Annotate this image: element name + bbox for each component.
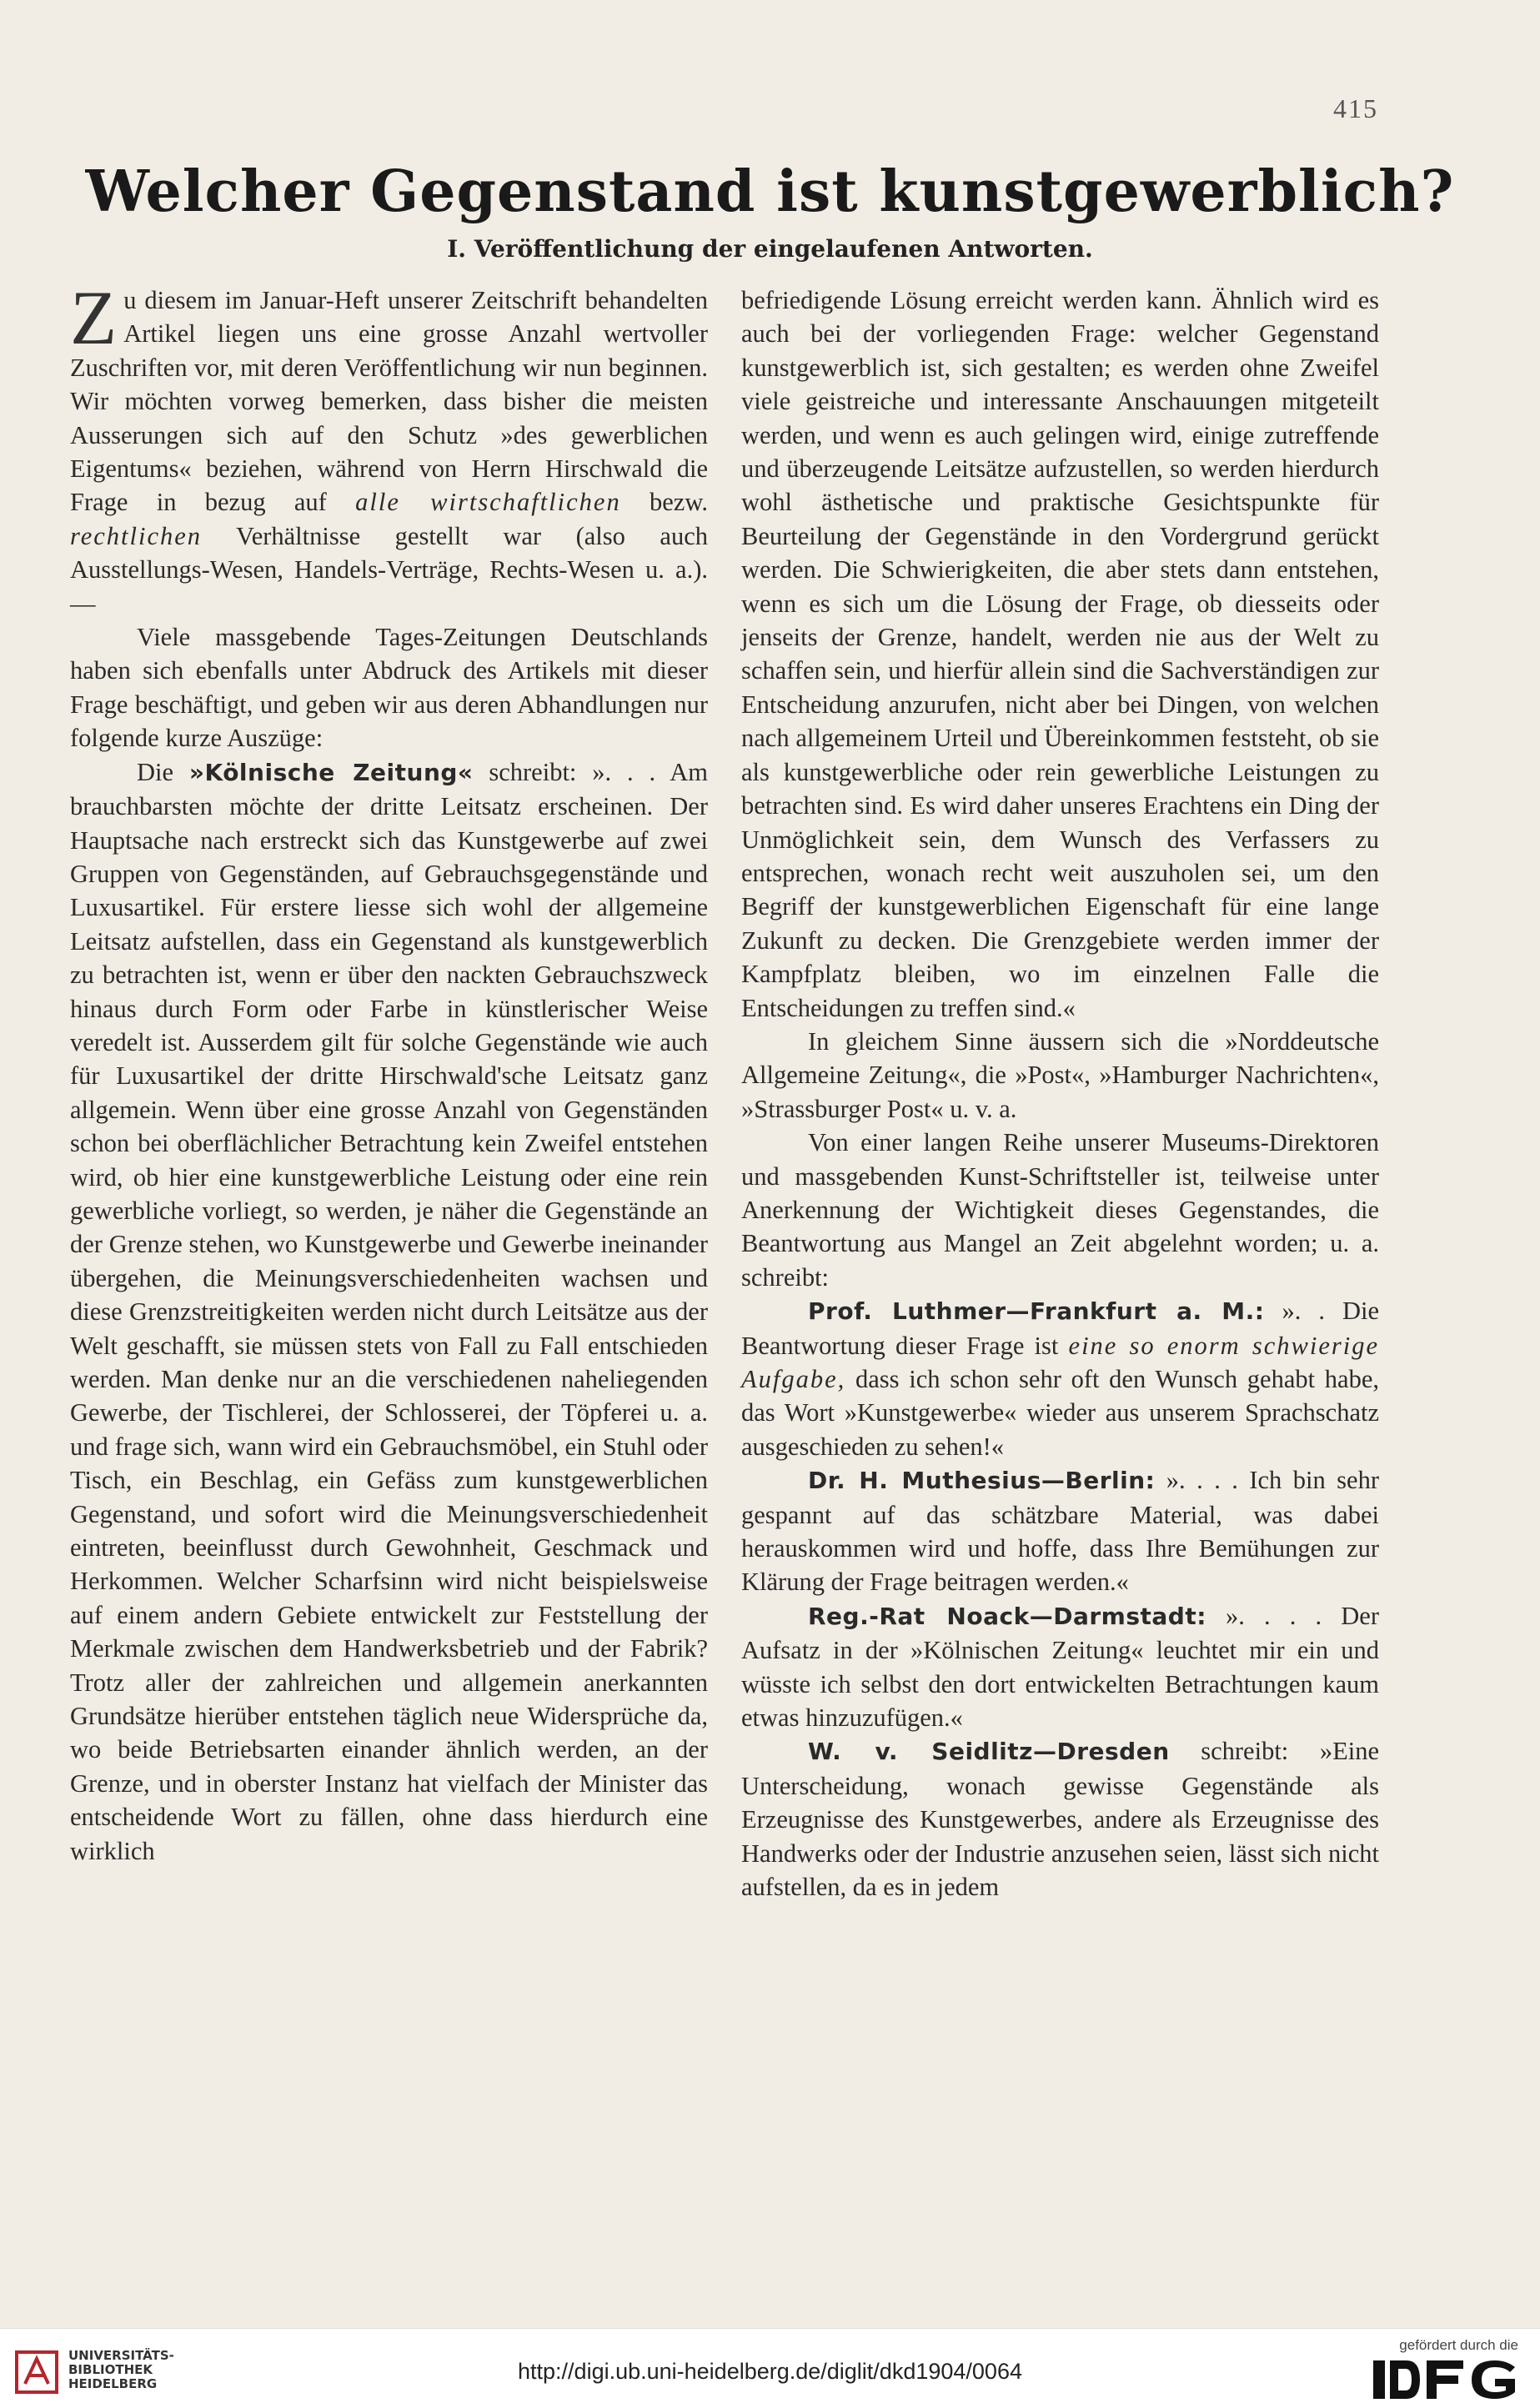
left-column (70, 275, 709, 1868)
emphasis-text: alle wirtschaftlichen (355, 488, 621, 517)
source-heading: Dr. H. Muthesius—Berlin: (808, 1467, 1156, 1495)
paragraph-muthesius (741, 1463, 1379, 1599)
paragraph-luthmer (741, 1294, 1379, 1463)
text-run: schreibt: ». . . Am brauchbarsten möchte der dritte Leitsatz erscheinen. Der Hauptsache nach erstreckt sich das Kunstgewerbe auf zwei Gruppen von Gegenständen, auf Gebrauchsgegenstände und Luxusartikel. Für erstere liesse sich wohl der allgemeine Leitsatz aufstellen, dass ein Gegenstand als kunstgewerblich zu betrachten ist, wenn er über den nackten Gebrauchszweck hinaus durch Form oder Farbe in künstlerischer Weise veredelt ist. Ausserdem gilt für solche Gegenstände wie auch für Luxusartikel der dritte Hirschwald'sche Leitsatz ganz allgemein. Wenn über eine grosse Anzahl von Gegenständen schon bei oberflächlicher Betrachtung kein Zweifel entstehen wird, ob hier eine kunstgewerbliche Leistung oder eine rein gewerbliche vorliegt, so werden, je näher die Gegenstände an der Grenze stehen, wo Kunstgewerbe und Gewerbe ineinander übergehen, die Meinungsverschiedenheiten wachsen und diese Grenzstreitigkeiten werden nicht durch Leitsätze aus der Welt geschafft, sie müssen stets von Fall zu Fall entschieden werden. Man denke nur an die verschiedenen naheliegenden Gewerbe, der Tischlerei, der Schlosserei, der Töpferei u. a. und frage sich, wann wird ein Gebrauchsmöbel, ein Stuhl oder Tisch, ein Beschlag, ein Gefäss zum kunstgewerblichen Gegenstand, und sofort wird die Meinungsverschiedenheit eintreten, beeinflusst durch Gewohnheit, Geschmack und Herkommen. Welcher Scharfsinn wird nicht beispielsweise auf einem andern Gebiete entwickelt zur Feststellung der Merkmale zwischen dem Handwerksbetrieb und der Fabrik? Trotz aller der zahlreichen und allgemein anerkannten Grundsätze hierüber entstehen täglich neue Widersprüche da, wo beide Betriebsarten einander ähnlich werden, an der Grenze, und in oberster Instanz hat vielfach der Minister das entscheidende Wort zu fällen, ohne dass hierdurch eine wirklich (70, 757, 709, 1865)
text-run: u diesem im Januar-Heft unserer Zeitschrift behandelten Artikel liegen uns eine grosse Anzahl wertvoller Zuschriften vor, mit deren Veröffentlichung wir nun beginnen. Wir möchten vorweg bemerken, dass bisher die meisten Ausserungen sich auf den Schutz »des gewerblichen Eigentums« beziehen, während von Herrn Hirschwald die Frage in bezug auf (70, 286, 708, 517)
source-heading: Reg.-Rat Noack—Darmstadt: (808, 1602, 1206, 1630)
text-run: ». . . . Ich bin sehr gespannt auf das schätzbare Material, was dabei herauskommen wird und hoffe, dass Ihre Bemühungen zur Klärung der Frage beitragen werden.« (741, 1466, 1380, 1597)
article-subtitle: I. Veröffentlichung der eingelaufenen Antworten. (447, 235, 1093, 263)
paragraph-intro (70, 275, 708, 620)
text-run: Die (137, 757, 189, 786)
text-run: schreibt: »Eine Unterscheidung, wonach gewisse Gegenstände als Erzeugnisse des Kunstgewerbes, andere als Erzeugnisse des Handwerks oder der Industrie anzusehen seien, lässt sich nicht aufstellen, da es in jedem (741, 1737, 1380, 1902)
source-heading: »Kölnische Zeitung« (188, 758, 474, 786)
digitization-footer (0, 2328, 1540, 2408)
paragraph-seidlitz (741, 1734, 1379, 1904)
text-run: ». . Die Beantwortung dieser Frage ist (741, 1297, 1379, 1360)
drop-cap: Z (70, 275, 118, 360)
source-heading: W. v. Seidlitz—Dresden (808, 1738, 1170, 1766)
text-run: bezw. (620, 488, 708, 517)
source-url-link[interactable]: http://digi.ub.uni-heidelberg.de/diglit/dkd1904/0064 (518, 2359, 1022, 2384)
funder-label: gefördert durch die (1399, 2337, 1518, 2353)
right-column (741, 283, 1379, 1904)
text-run: dass ich schon sehr oft den Wunsch gehabt habe, das Wort »Kunstgewerbe« wieder aus unserem Sprachschatz ausgeschieden zu sehen!« (741, 1365, 1379, 1461)
text-run: ». . . . Der Aufsatz in der »Kölnischen Zeitung« leuchtet mir ein und wüsste ich selbst den dort entwickelten Betrachtungen kaum etwas hinzuzufügen.« (741, 1601, 1379, 1733)
source-heading: Prof. Luthmer—Frankfurt a. M.: (808, 1297, 1265, 1326)
paragraph-continuation: befriedigende Lösung erreicht werden kann. Ähnlich wird es auch bei der vorliegenden Frage: welcher Gegenstand kunstgewerblich ist, sich gestalten; es werden ohne Zweifel viele geistreiche und interessante Anschauungen mitgeteilt werden, und wenn es auch gelingen wird, einige zutreffende und überzeugende Leitsätze aufzustellen, so werden hierdurch wohl ästhetische und praktische Gesichtspunkte für Beurteilung der Gegenstände in den Vordergrund gerückt werden. Die Schwierigkeiten, die aber stets dann entstehen, wenn es sich um die Lösung der Frage, ob diesseits oder jenseits der Grenze, handelt, werden nie aus der Welt zu schaffen sein, und hierfür allein sind die Sachverständigen zur Entscheidung anzurufen, nicht aber bei Dingen, von welchen nach allgemeinem Urteil und Übereinkommen feststeht, ob sie als kunstgewerbliche oder rein gewerbliche Leistungen zu betrachten sind. Es wird daher unseres Erachtens ein Ding der Unmöglichkeit sein, dem Wunsch des Verfassers zu entsprechen, wonach recht weit auszuholen sei, um den Begriff der kunstgewerblichen Eigenschaft für eine lange Zukunft zu decken. Die Grenzgebiete werden immer der Kampfplatz bleiben, wo im einzelnen Falle die Entscheidungen zu treffen sind.« (741, 286, 1379, 1022)
paragraph-noack (741, 1599, 1379, 1735)
paragraph-other-papers: In gleichem Sinne äussern sich die »Norddeutsche Allgemeine Zeitung«, die »Post«, »Hamburger Nachrichten«, »Strassburger Post« u. v. a. (741, 1026, 1379, 1123)
emphasis-text: rechtlichen (70, 521, 203, 550)
page-number: 415 (1333, 93, 1378, 123)
paragraph-directors: Von einer langen Reihe unserer Museums-Direktoren und massgebenden Kunst-Schriftsteller ist, teilweise unter Anerkennung der Wichtigkeit dieses Gegenstandes, die Beantwortung aus Mangel an Zeit abgelehnt worden; u. a. schreibt: (741, 1128, 1379, 1292)
text-run: Verhältnisse gestellt war (also auch Ausstellungs-Wesen, Handels-Verträge, Rechts-Wesen u. a.). — (70, 521, 708, 618)
dfg-logo-icon[interactable] (1373, 2355, 1518, 2404)
paragraph-koelnische (70, 755, 708, 1868)
library-name[interactable]: UNIVERSITÄTS- BIBLIOTHEK HEIDELBERG (68, 2348, 174, 2391)
article-title: Welcher Gegenstand ist kunstgewerblich? (85, 158, 1455, 225)
paragraph-newspapers: Viele massgebende Tages-Zeitungen Deutschlands haben sich ebenfalls unter Abdruck des Artikels mit dieser Frage beschäftigt, und geben wir aus deren Abhandlungen nur folgende kurze Auszüge: (70, 623, 708, 753)
emphasis-text: eine so enorm schwierige Aufgabe, (741, 1331, 1379, 1393)
